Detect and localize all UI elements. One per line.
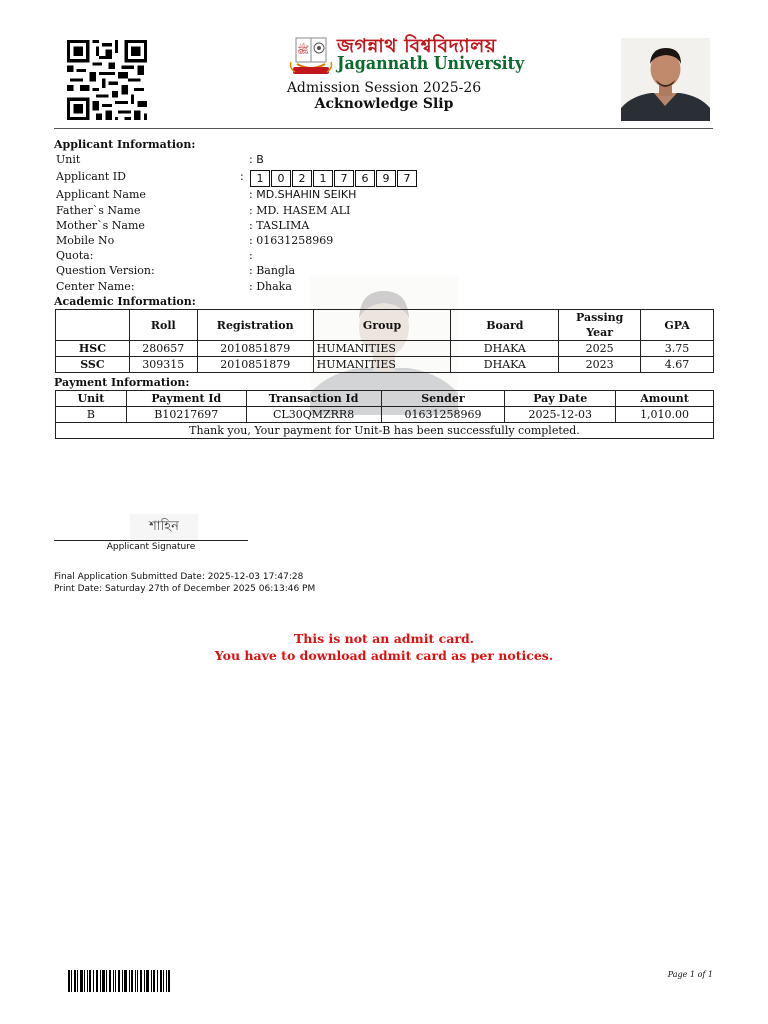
payment-col-transaction-id: Transaction Id [246, 391, 381, 407]
payment-col-payment-id: Payment Id [126, 391, 246, 407]
academic-col-roll: Roll [129, 310, 197, 341]
question-version-value: : Bangla [249, 264, 296, 277]
quota-value: : [249, 249, 253, 262]
applicant-id-boxes [250, 170, 417, 187]
applicant-id-digit: 9 [376, 170, 396, 187]
submitted-date: Final Application Submitted Date: 2025-12-03 17:47:28 [54, 572, 304, 582]
payment-col-amount: Amount [616, 391, 714, 407]
university-name-bangla: জগন্নাথ বিশ্ববিদ্যালয় [337, 35, 497, 57]
payment-col-pay-date: Pay Date [505, 391, 616, 407]
academic-header-row [56, 310, 714, 341]
academic-col-passing-year: Passing Year [559, 310, 641, 341]
passing-year-cell: 2025 [559, 341, 641, 357]
payment-info-heading: Payment Information: [54, 376, 190, 389]
registration-cell: 2010851879 [197, 341, 313, 357]
header-divider [54, 128, 713, 129]
applicant-name-value: : MD.SHAHIN SEIKH [249, 188, 357, 201]
applicant-id-digit: 1 [250, 170, 270, 187]
academic-col-registration: Registration [197, 310, 313, 341]
applicant-name-label: Applicant Name [56, 188, 146, 201]
payment-message-row [56, 423, 714, 439]
applicant-id-digit: 7 [334, 170, 354, 187]
question-version-label: Question Version: [56, 264, 155, 277]
mother-name-label: Mother`s Name [56, 219, 145, 232]
admission-session: Admission Session 2025-26 [286, 80, 482, 96]
applicant-info-heading: Applicant Information: [54, 138, 196, 151]
signature-line [54, 540, 248, 541]
payment-table [55, 390, 714, 439]
payment-col-sender: Sender [381, 391, 505, 407]
university-name-english: Jagannath University [337, 53, 525, 74]
transaction-id: CL30QMZRR8 [246, 407, 381, 423]
roll-cell: 280657 [129, 341, 197, 357]
table-row [56, 407, 714, 423]
applicant-id-digit: 1 [313, 170, 333, 187]
applicant-id-digit: 0 [271, 170, 291, 187]
father-name-label: Father`s Name [56, 204, 141, 217]
signature-image: শাহিন [130, 514, 198, 540]
gpa-cell: 4.67 [641, 357, 714, 373]
signature-label: Applicant Signature [106, 542, 196, 552]
mother-name-value: : TASLIMA [249, 219, 310, 232]
unit-label: Unit [56, 153, 81, 166]
academic-col-board: Board [451, 310, 559, 341]
slip-title: Acknowledge Slip [314, 96, 454, 112]
academic-col-level [56, 310, 130, 341]
payment-col-unit: Unit [56, 391, 127, 407]
academic-col-group: Group [313, 310, 451, 341]
academic-info-heading: Academic Information: [54, 295, 196, 308]
applicant-id-label: Applicant ID [56, 170, 126, 183]
board-cell: DHAKA [451, 357, 559, 373]
applicant-photo [621, 38, 710, 121]
payment-header-row [56, 391, 714, 407]
gpa-cell: 3.75 [641, 341, 714, 357]
unit-value: : B [249, 153, 264, 166]
exam-level: SSC [56, 357, 130, 373]
applicant-id-colon: : [240, 170, 244, 183]
mobile-value: : 01631258969 [249, 234, 334, 247]
father-name-value: : MD. HASEM ALI [249, 204, 351, 217]
roll-cell: 309315 [129, 357, 197, 373]
print-date: Print Date: Saturday 27th of December 2025 06:13:46 PM [54, 584, 316, 594]
payment-unit: B [56, 407, 127, 423]
mobile-label: Mobile No [56, 234, 115, 247]
payment-success-message: Thank you, Your payment for Unit-B has been successfully completed. [56, 423, 714, 439]
academic-table [55, 309, 714, 373]
university-logo [287, 34, 335, 80]
table-row [56, 357, 714, 373]
download-admit-card-notice: You have to download admit card as per notices. [214, 648, 554, 663]
barcode [68, 970, 170, 992]
passing-year-cell: 2023 [559, 357, 641, 373]
applicant-id-digit: 2 [292, 170, 312, 187]
payment-id: B10217697 [126, 407, 246, 423]
academic-col-gpa: GPA [641, 310, 714, 341]
registration-cell: 2010851879 [197, 357, 313, 373]
board-cell: DHAKA [451, 341, 559, 357]
pay-date: 2025-12-03 [505, 407, 616, 423]
not-admit-card-notice: This is not an admit card. [293, 631, 475, 646]
svg-text:ﷺ: ﷺ [296, 45, 310, 56]
payment-sender: 01631258969 [381, 407, 505, 423]
center-name-value: : Dhaka [249, 280, 292, 293]
payment-amount: 1,010.00 [616, 407, 714, 423]
center-name-label: Center Name: [56, 280, 135, 293]
table-row [56, 341, 714, 357]
group-cell: HUMANITIES [313, 357, 451, 373]
exam-level: HSC [56, 341, 130, 357]
quota-label: Quota: [56, 249, 94, 262]
page-number: Page 1 of 1 [667, 970, 713, 979]
group-cell: HUMANITIES [313, 341, 451, 357]
applicant-id-digit: 7 [397, 170, 417, 187]
applicant-id-digit: 6 [355, 170, 375, 187]
